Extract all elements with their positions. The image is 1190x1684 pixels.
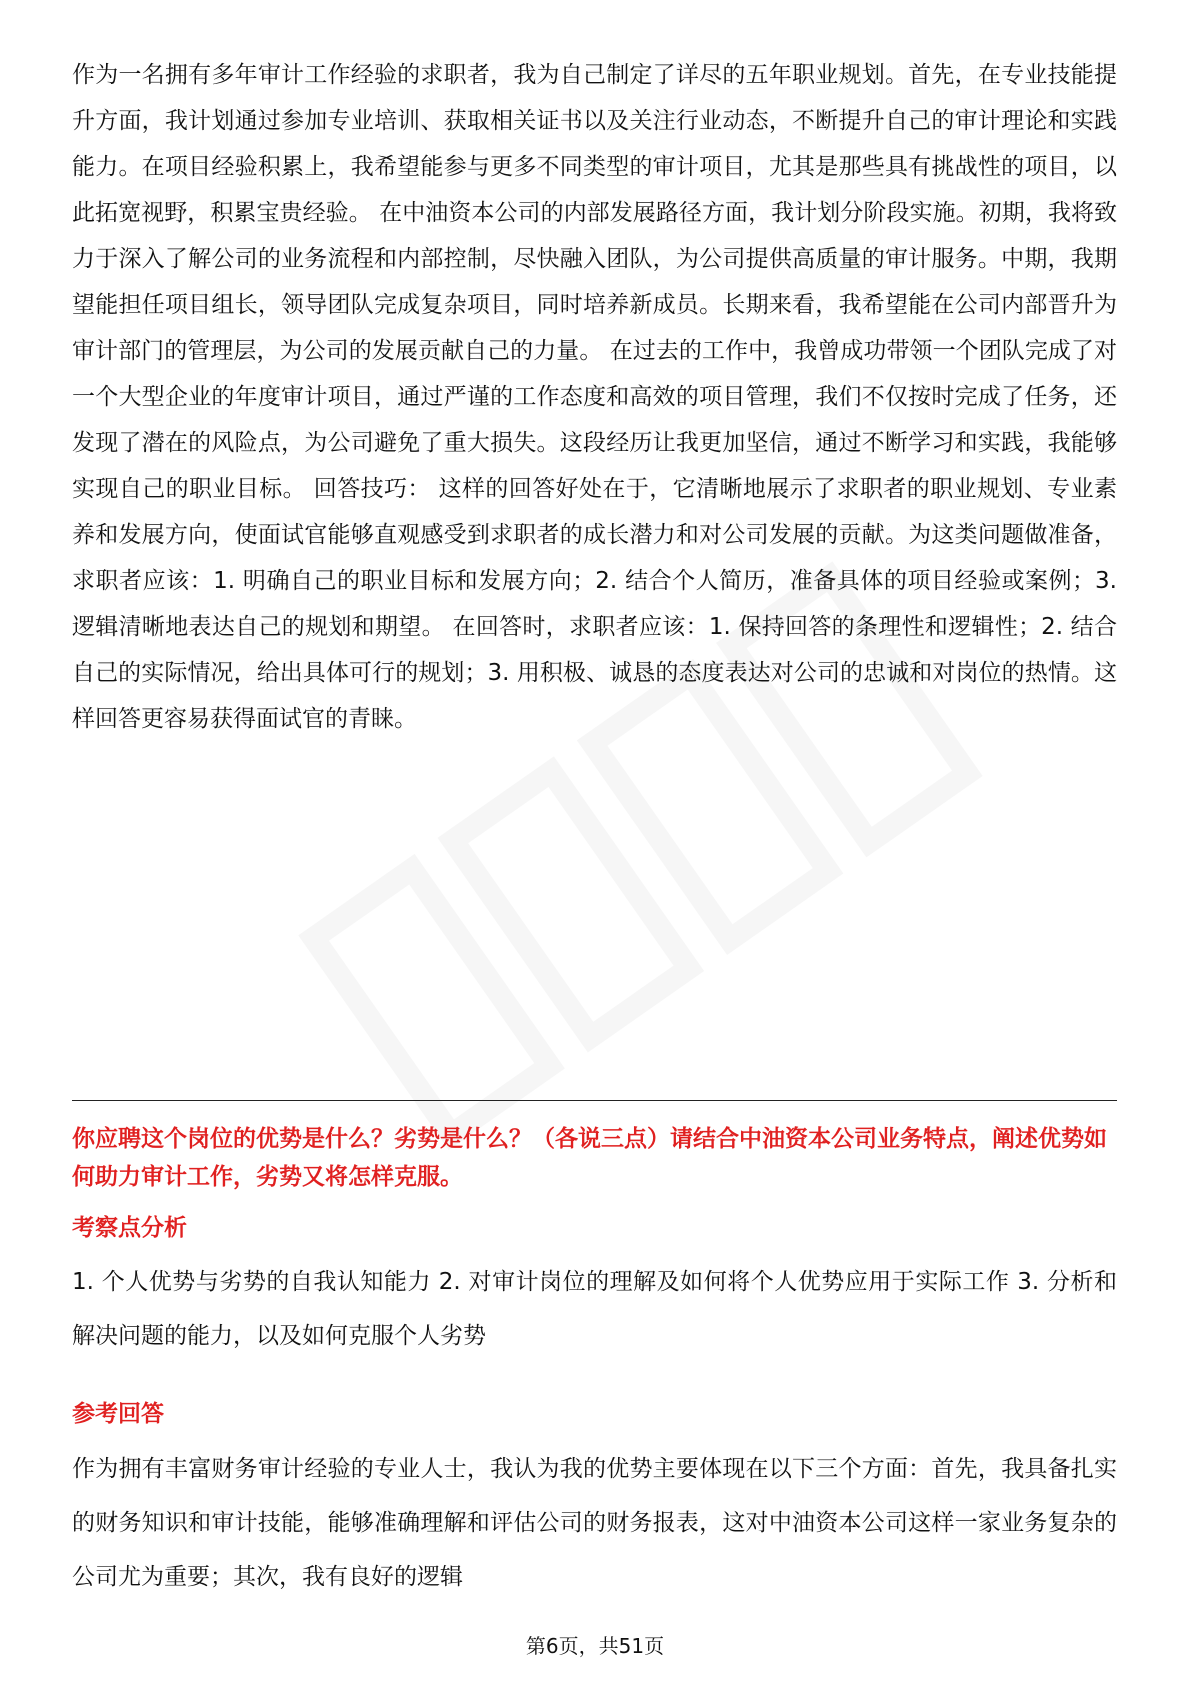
analysis-heading: 考察点分析 — [72, 1215, 187, 1241]
answer-body: 作为拥有丰富财务审计经验的专业人士，我认为我的优势主要体现在以下三个方面：首先，我具备扎实的财务知识和审计技能，能够准确理解和评估公司的财务报表，这对中油资本公司这样一家业务复杂的公司尤为重要；其次，我有良好的逻辑 — [72, 1456, 1117, 1590]
section-divider — [72, 1100, 1117, 1101]
analysis-body: 1. 个人优势与劣势的自我认知能力 2. 对审计岗位的理解及如何将个人优势应用于实际工作 3. 分析和解决问题的能力，以及如何克服个人劣势 — [72, 1269, 1117, 1349]
intro-section — [72, 52, 1117, 742]
interview-question: 你应聘这个岗位的优势是什么？劣势是什么？（各说三点）请结合中油资本公司业务特点，阐述优势如何助力审计工作，劣势又将怎样克服。 — [72, 1126, 1107, 1190]
answer-heading: 参考回答 — [72, 1401, 164, 1427]
page-footer: 第6页，共51页 — [525, 1634, 665, 1658]
intro-paragraph: 作为一名拥有多年审计工作经验的求职者，我为自己制定了详尽的五年职业规划。首先，在专业技能提升方面，我计划通过参加专业培训、获取相关证书以及关注行业动态，不断提升自己的审计理论和实践能力。在项目经验积累上，我希望能参与更多不同类型的审计项目，尤其是那些具有挑战性的项目，以此拓宽视野，积累宝贵经验。 在中油资本公司的内部发展路径方面，我计划分阶段实施。初期，我将致力于深入了解公司的业务流程和内部控制，尽快融入团队，为公司提供高质量的审计服务。中期，我期望能担任项目组长，领导团队完成复杂项目，同时培养新成员。长期来看，我希望能在公司内部晋升为审计部门的管理层，为公司的发展贡献自己的力量。 在过去的工作中，我曾成功带领一个团队完成了对一个大型企业的年度审计项目，通过严谨的工作态度和高效的项目管理，我们不仅按时完成了任务，还发现了潜在的风险点，为公司避免了重大损失。这段经历让我更加坚信，通过不断学习和实践，我能够实现自己的职业目标。 回答技巧： 这样的回答好处在于，它清晰地展示了求职者的职业规划、专业素养和发展方向，使面试官能够直观感受到求职者的成长潜力和对公司发展的贡献。为这类问题做准备，求职者应该：1. 明确自己的职业目标和发展方向；2. 结合个人简历，准备具体的项目经验或案例；3. 逻辑清晰地表达自己的规划和期望。 在回答时，求职者应该：1. 保持回答的条理性和逻辑性；2. 结合自己的实际情况，给出具体可行的规划；3. 用积极、诚恳的态度表达对公司的忠诚和对岗位的热情。这样回答更容易获得面试官的青睐。 — [72, 62, 1117, 732]
